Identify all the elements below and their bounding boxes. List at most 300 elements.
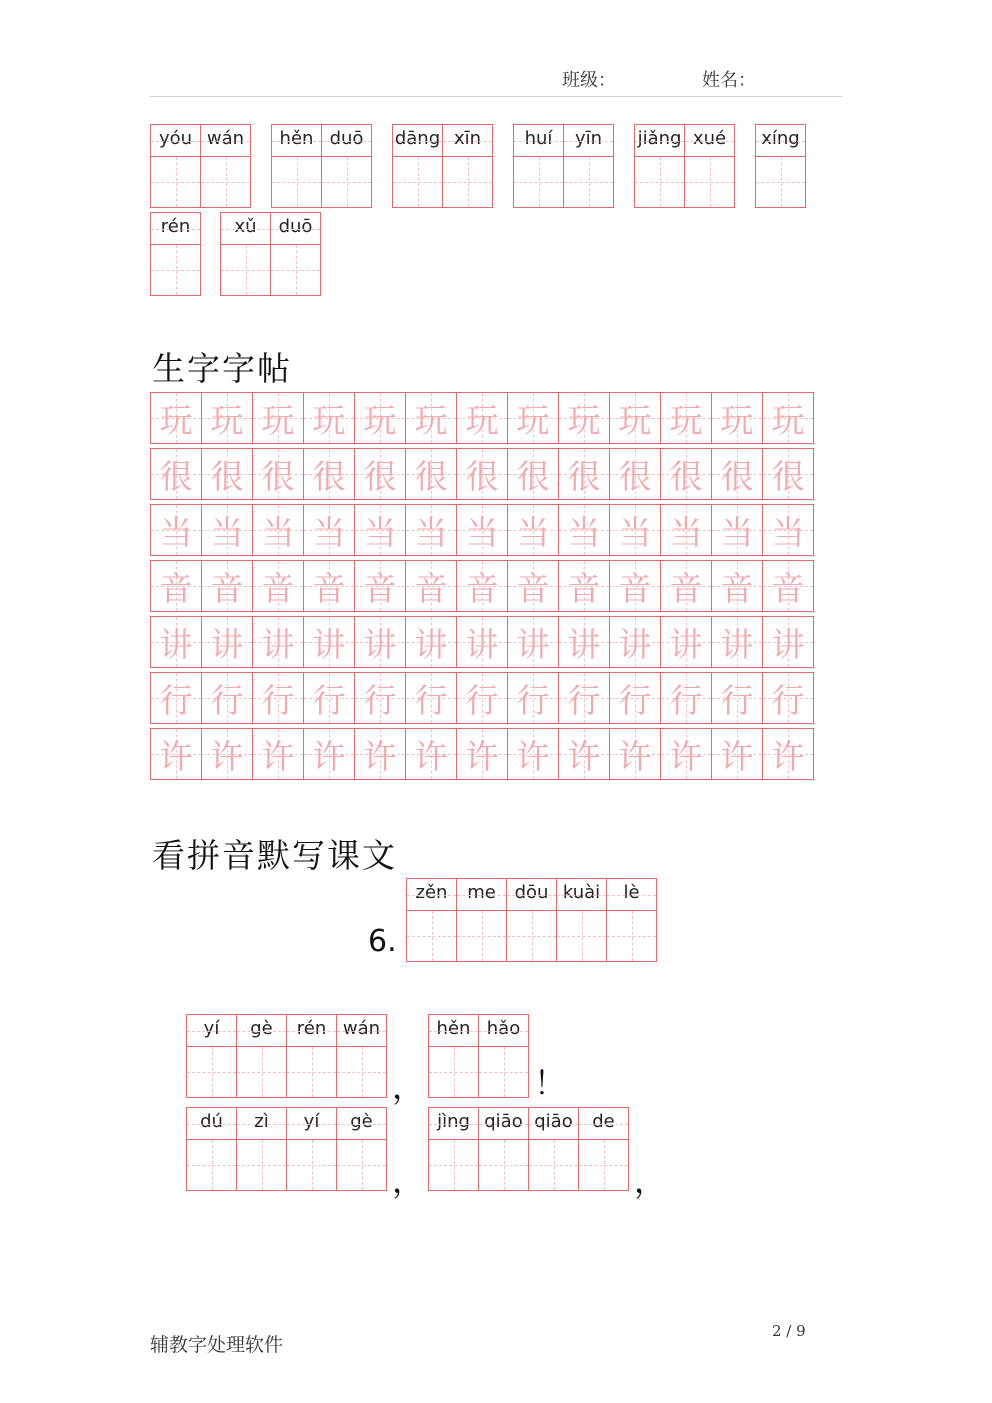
trace-character: 行 [210, 680, 244, 720]
header-divider [150, 96, 842, 97]
trace-character: 讲 [414, 624, 448, 664]
trace-character: 讲 [516, 624, 550, 664]
trace-character: 行 [669, 680, 703, 720]
pinyin-label: gè [337, 1108, 386, 1140]
dictation-line2-b [428, 1107, 629, 1191]
trace-cell[interactable] [252, 392, 304, 444]
tianzi-cell[interactable] [684, 124, 735, 208]
pinyin-label: dú [187, 1108, 236, 1140]
trace-character: 许 [516, 736, 550, 776]
trace-cell[interactable] [558, 448, 610, 500]
trace-character: 讲 [159, 624, 193, 664]
tianzi-cell[interactable] [556, 878, 607, 962]
trace-cell[interactable] [609, 728, 661, 780]
tianzi-cell[interactable] [236, 1014, 287, 1098]
trace-character: 讲 [669, 624, 703, 664]
trace-cell[interactable] [609, 560, 661, 612]
writing-box[interactable] [407, 911, 456, 961]
trace-cell[interactable] [201, 560, 253, 612]
tianzi-cell[interactable] [606, 878, 657, 962]
tianzi-cell[interactable] [634, 124, 685, 208]
trace-cell[interactable] [456, 448, 508, 500]
trace-cell[interactable] [405, 560, 457, 612]
trace-character: 音 [720, 568, 754, 608]
pinyin-label: kuài [557, 879, 606, 911]
writing-box[interactable] [607, 911, 656, 961]
writing-box[interactable] [322, 157, 371, 207]
trace-cell[interactable] [252, 672, 304, 724]
trace-cell[interactable] [303, 616, 355, 668]
trace-character: 讲 [210, 624, 244, 664]
pinyin-label: hǎo [479, 1015, 528, 1047]
trace-cell[interactable] [507, 560, 559, 612]
vocab-word-5 [634, 124, 735, 208]
pinyin-label: rén [287, 1015, 336, 1047]
writing-box[interactable] [151, 157, 200, 207]
writing-box[interactable] [393, 157, 442, 207]
trace-character: 当 [618, 512, 652, 552]
vocab-word-6 [755, 124, 806, 208]
trace-character: 当 [159, 512, 193, 552]
pinyin-label: jìng [429, 1108, 478, 1140]
trace-cell[interactable] [558, 392, 610, 444]
trace-character: 玩 [363, 400, 397, 440]
tianzi-cell[interactable] [406, 878, 457, 962]
trace-cell[interactable] [405, 392, 457, 444]
pinyin-label: rén [151, 213, 200, 245]
writing-box[interactable] [271, 245, 320, 295]
trace-cell[interactable] [762, 504, 814, 556]
trace-character: 当 [516, 512, 550, 552]
trace-character: 许 [771, 736, 805, 776]
trace-cell[interactable] [558, 672, 610, 724]
trace-cell[interactable] [303, 448, 355, 500]
tianzi-cell[interactable] [528, 1107, 579, 1191]
trace-cell[interactable] [762, 616, 814, 668]
tianzi-cell[interactable] [578, 1107, 629, 1191]
writing-box[interactable] [429, 1140, 478, 1190]
tianzi-cell[interactable] [506, 878, 557, 962]
trace-cell[interactable] [711, 504, 763, 556]
trace-character: 行 [261, 680, 295, 720]
writing-box[interactable] [337, 1047, 386, 1097]
trace-cell[interactable] [201, 616, 253, 668]
trace-cell[interactable] [660, 728, 712, 780]
trace-character: 玩 [414, 400, 448, 440]
trace-cell[interactable] [405, 448, 457, 500]
trace-character: 很 [567, 456, 601, 496]
copybook-row [150, 448, 818, 500]
trace-character: 很 [261, 456, 295, 496]
writing-box[interactable] [579, 1140, 628, 1190]
tianzi-cell[interactable] [321, 124, 372, 208]
tianzi-cell[interactable] [392, 124, 443, 208]
trace-cell[interactable] [711, 616, 763, 668]
pinyin-label: duō [322, 125, 371, 157]
trace-cell[interactable] [303, 504, 355, 556]
trace-cell[interactable] [456, 728, 508, 780]
pinyin-label: me [457, 879, 506, 911]
trace-cell[interactable] [354, 560, 406, 612]
trace-character: 很 [771, 456, 805, 496]
tianzi-cell[interactable] [220, 212, 271, 296]
trace-cell[interactable] [609, 392, 661, 444]
writing-box[interactable] [187, 1140, 236, 1190]
tianzi-cell[interactable] [186, 1014, 237, 1098]
trace-character: 许 [720, 736, 754, 776]
writing-box[interactable] [756, 157, 805, 207]
trace-cell[interactable] [507, 448, 559, 500]
trace-cell[interactable] [660, 560, 712, 612]
trace-character: 玩 [312, 400, 346, 440]
trace-character: 当 [669, 512, 703, 552]
trace-character: 行 [720, 680, 754, 720]
punct-comma-2: ， [392, 1162, 425, 1200]
dictation-line1-a [186, 1014, 387, 1098]
trace-character: 讲 [771, 624, 805, 664]
writing-box[interactable] [635, 157, 684, 207]
tianzi-cell[interactable] [336, 1107, 387, 1191]
tianzi-cell[interactable] [186, 1107, 237, 1191]
trace-character: 音 [465, 568, 499, 608]
trace-character: 行 [771, 680, 805, 720]
trace-character: 许 [261, 736, 295, 776]
trace-character: 很 [465, 456, 499, 496]
trace-character: 当 [771, 512, 805, 552]
trace-cell[interactable] [354, 392, 406, 444]
tianzi-cell[interactable] [428, 1107, 479, 1191]
trace-character: 很 [516, 456, 550, 496]
dictation-line1-b [428, 1014, 529, 1098]
trace-cell[interactable] [762, 448, 814, 500]
trace-character: 玩 [261, 400, 295, 440]
tianzi-cell[interactable] [200, 124, 251, 208]
writing-box[interactable] [529, 1140, 578, 1190]
pinyin-label: zì [237, 1108, 286, 1140]
trace-cell[interactable] [711, 392, 763, 444]
pinyin-label: xué [685, 125, 734, 157]
trace-character: 许 [669, 736, 703, 776]
trace-cell[interactable] [303, 560, 355, 612]
pinyin-label: xíng [756, 125, 805, 157]
trace-cell[interactable] [150, 448, 202, 500]
trace-cell[interactable] [150, 392, 202, 444]
trace-character: 行 [414, 680, 448, 720]
writing-box[interactable] [443, 157, 492, 207]
trace-cell[interactable] [354, 448, 406, 500]
trace-character: 音 [414, 568, 448, 608]
writing-box[interactable] [507, 911, 556, 961]
trace-character: 音 [618, 568, 652, 608]
tianzi-cell[interactable] [755, 124, 806, 208]
trace-character: 讲 [312, 624, 346, 664]
punct-exclaim: ！ [534, 1064, 567, 1102]
trace-cell[interactable] [762, 560, 814, 612]
name-label: 姓名： [702, 70, 756, 91]
trace-character: 许 [312, 736, 346, 776]
trace-cell[interactable] [507, 616, 559, 668]
lesson-number: 6. [368, 924, 397, 959]
copybook-title: 生字字帖 [152, 349, 292, 388]
trace-cell[interactable] [456, 392, 508, 444]
trace-cell[interactable] [456, 672, 508, 724]
trace-cell[interactable] [609, 616, 661, 668]
copybook-row [150, 560, 818, 612]
trace-character: 行 [516, 680, 550, 720]
copybook-row [150, 672, 818, 724]
trace-character: 行 [312, 680, 346, 720]
trace-character: 很 [312, 456, 346, 496]
trace-cell[interactable] [252, 728, 304, 780]
writing-box[interactable] [272, 157, 321, 207]
tianzi-cell[interactable] [150, 212, 201, 296]
trace-cell[interactable] [252, 504, 304, 556]
trace-character: 行 [363, 680, 397, 720]
trace-character: 音 [516, 568, 550, 608]
tianzi-cell[interactable] [150, 124, 201, 208]
trace-cell[interactable] [660, 616, 712, 668]
trace-character: 玩 [159, 400, 193, 440]
writing-box[interactable] [187, 1047, 236, 1097]
writing-box[interactable] [479, 1140, 528, 1190]
tianzi-cell[interactable] [563, 124, 614, 208]
trace-character: 许 [618, 736, 652, 776]
copybook-row [150, 504, 818, 556]
vocab-word-8 [220, 212, 321, 296]
trace-cell[interactable] [252, 616, 304, 668]
trace-character: 音 [312, 568, 346, 608]
writing-box[interactable] [479, 1047, 528, 1097]
dictation-line2-a [186, 1107, 387, 1191]
trace-cell[interactable] [711, 560, 763, 612]
trace-character: 许 [567, 736, 601, 776]
trace-cell[interactable] [507, 728, 559, 780]
pinyin-label: wán [201, 125, 250, 157]
pinyin-label: dōu [507, 879, 556, 911]
trace-character: 玩 [210, 400, 244, 440]
trace-cell[interactable] [558, 504, 610, 556]
trace-character: 音 [567, 568, 601, 608]
trace-character: 玩 [669, 400, 703, 440]
writing-box[interactable] [287, 1047, 336, 1097]
pinyin-label: zěn [407, 879, 456, 911]
trace-cell[interactable] [609, 504, 661, 556]
trace-character: 玩 [567, 400, 601, 440]
trace-cell[interactable] [354, 672, 406, 724]
trace-cell[interactable] [150, 504, 202, 556]
tianzi-cell[interactable] [478, 1014, 529, 1098]
trace-cell[interactable] [201, 728, 253, 780]
trace-cell[interactable] [201, 672, 253, 724]
trace-cell[interactable] [354, 504, 406, 556]
trace-character: 许 [465, 736, 499, 776]
trace-character: 很 [720, 456, 754, 496]
trace-cell[interactable] [252, 560, 304, 612]
trace-cell[interactable] [405, 616, 457, 668]
pinyin-label: de [579, 1108, 628, 1140]
punct-comma-3: ， [634, 1162, 667, 1200]
writing-box[interactable] [221, 245, 270, 295]
trace-character: 行 [567, 680, 601, 720]
pinyin-label: duō [271, 213, 320, 245]
pinyin-label: yóu [151, 125, 200, 157]
trace-cell[interactable] [660, 672, 712, 724]
dictation-title: 看拼音默写课文 [152, 836, 397, 875]
writing-box[interactable] [564, 157, 613, 207]
trace-character: 许 [363, 736, 397, 776]
trace-character: 音 [159, 568, 193, 608]
vocab-word-1 [150, 124, 251, 208]
trace-character: 玩 [720, 400, 754, 440]
pinyin-label: hěn [272, 125, 321, 157]
pinyin-label: dāng [393, 125, 442, 157]
tianzi-cell[interactable] [478, 1107, 529, 1191]
copybook-row [150, 728, 818, 780]
tianzi-cell[interactable] [336, 1014, 387, 1098]
tianzi-cell[interactable] [428, 1014, 479, 1098]
trace-cell[interactable] [150, 560, 202, 612]
writing-box[interactable] [557, 911, 606, 961]
trace-cell[interactable] [201, 504, 253, 556]
trace-character: 当 [414, 512, 448, 552]
trace-cell[interactable] [762, 672, 814, 724]
tianzi-cell[interactable] [456, 878, 507, 962]
trace-cell[interactable] [558, 728, 610, 780]
trace-character: 许 [414, 736, 448, 776]
trace-character: 音 [771, 568, 805, 608]
pinyin-label: yí [287, 1108, 336, 1140]
trace-cell[interactable] [252, 448, 304, 500]
trace-cell[interactable] [711, 448, 763, 500]
trace-cell[interactable] [303, 672, 355, 724]
pinyin-label: qiāo [479, 1108, 528, 1140]
footer-software: 辅教字处理软件 [150, 1334, 284, 1356]
trace-character: 音 [210, 568, 244, 608]
trace-character: 行 [159, 680, 193, 720]
tianzi-cell[interactable] [236, 1107, 287, 1191]
tianzi-cell[interactable] [270, 212, 321, 296]
trace-cell[interactable] [762, 392, 814, 444]
trace-cell[interactable] [558, 616, 610, 668]
trace-cell[interactable] [150, 616, 202, 668]
trace-character: 当 [567, 512, 601, 552]
trace-character: 许 [159, 736, 193, 776]
tianzi-cell[interactable] [513, 124, 564, 208]
writing-box[interactable] [287, 1140, 336, 1190]
trace-cell[interactable] [405, 504, 457, 556]
pinyin-label: yīn [564, 125, 613, 157]
writing-box[interactable] [237, 1047, 286, 1097]
trace-cell[interactable] [201, 392, 253, 444]
trace-cell[interactable] [405, 672, 457, 724]
writing-box[interactable] [237, 1140, 286, 1190]
trace-character: 当 [465, 512, 499, 552]
trace-cell[interactable] [711, 672, 763, 724]
tianzi-cell[interactable] [286, 1014, 337, 1098]
trace-cell[interactable] [150, 728, 202, 780]
trace-character: 很 [618, 456, 652, 496]
trace-cell[interactable] [354, 728, 406, 780]
pinyin-label: jiǎng [635, 125, 684, 157]
trace-cell[interactable] [660, 392, 712, 444]
writing-box[interactable] [514, 157, 563, 207]
trace-character: 当 [363, 512, 397, 552]
trace-character: 许 [210, 736, 244, 776]
trace-cell[interactable] [456, 616, 508, 668]
pinyin-label: huí [514, 125, 563, 157]
trace-cell[interactable] [507, 672, 559, 724]
writing-box[interactable] [685, 157, 734, 207]
writing-box[interactable] [201, 157, 250, 207]
trace-cell[interactable] [762, 728, 814, 780]
trace-character: 很 [363, 456, 397, 496]
trace-cell[interactable] [507, 392, 559, 444]
trace-cell[interactable] [660, 504, 712, 556]
tianzi-cell[interactable] [271, 124, 322, 208]
trace-cell[interactable] [609, 448, 661, 500]
pinyin-label: hěn [429, 1015, 478, 1047]
trace-character: 讲 [261, 624, 295, 664]
pinyin-label: lè [607, 879, 656, 911]
trace-character: 玩 [618, 400, 652, 440]
trace-cell[interactable] [660, 448, 712, 500]
trace-cell[interactable] [201, 448, 253, 500]
writing-box[interactable] [457, 911, 506, 961]
trace-cell[interactable] [354, 616, 406, 668]
class-label: 班级： [562, 70, 616, 91]
trace-character: 很 [159, 456, 193, 496]
trace-character: 当 [210, 512, 244, 552]
trace-character: 行 [465, 680, 499, 720]
trace-character: 音 [261, 568, 295, 608]
vocab-word-3 [392, 124, 493, 208]
trace-character: 很 [414, 456, 448, 496]
trace-cell[interactable] [405, 728, 457, 780]
writing-box[interactable] [429, 1047, 478, 1097]
copybook-row [150, 392, 818, 444]
vocab-word-7 [150, 212, 201, 296]
trace-cell[interactable] [456, 560, 508, 612]
trace-character: 玩 [465, 400, 499, 440]
trace-character: 讲 [363, 624, 397, 664]
trace-character: 当 [312, 512, 346, 552]
writing-box[interactable] [337, 1140, 386, 1190]
trace-cell[interactable] [456, 504, 508, 556]
trace-cell[interactable] [507, 504, 559, 556]
trace-character: 音 [363, 568, 397, 608]
trace-cell[interactable] [558, 560, 610, 612]
writing-box[interactable] [151, 245, 200, 295]
tianzi-cell[interactable] [442, 124, 493, 208]
pinyin-label: gè [237, 1015, 286, 1047]
trace-character: 很 [210, 456, 244, 496]
trace-character: 讲 [465, 624, 499, 664]
tianzi-cell[interactable] [286, 1107, 337, 1191]
pinyin-label: xǔ [221, 213, 270, 245]
pinyin-label: yí [187, 1015, 236, 1047]
trace-character: 音 [669, 568, 703, 608]
punct-comma-1: ， [392, 1068, 425, 1106]
trace-character: 玩 [516, 400, 550, 440]
trace-character: 讲 [618, 624, 652, 664]
trace-cell[interactable] [150, 672, 202, 724]
trace-cell[interactable] [303, 392, 355, 444]
vocab-word-2 [271, 124, 372, 208]
trace-cell[interactable] [303, 728, 355, 780]
copybook-row [150, 616, 818, 668]
trace-cell[interactable] [711, 728, 763, 780]
trace-cell[interactable] [609, 672, 661, 724]
